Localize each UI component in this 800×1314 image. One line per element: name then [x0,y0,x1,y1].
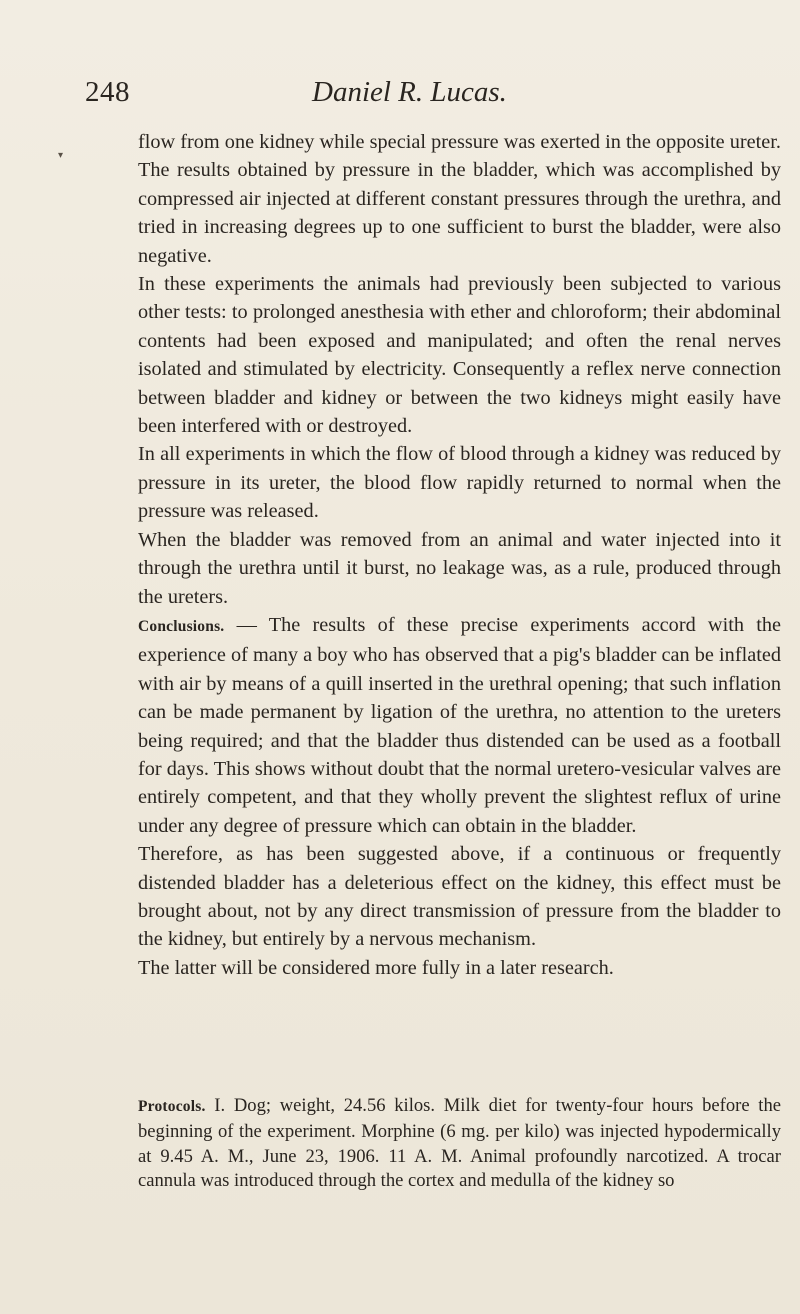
paragraph [138,840,781,954]
paragraph [138,128,781,270]
conclusions-heading: Conclusions. [138,617,225,635]
paragraph-text: The latter will be considered more fully in a later research. [138,956,614,979]
margin-mark: ▾ [58,150,64,161]
paragraph-text: Therefore, as has been suggested above, if a continuous or frequently distended bladder has a deleterious effect on the kidney, this effect must be brought about, not by any direct transmission of pressure from the bladder to the kidney, but entirely by a nervous mechanism. [138,843,781,951]
paragraph-text: In all experiments in which the flow of blood through a kidney was reduced by pressure in its ureter, the blood flow rapidly returned to normal when the pressure was released. [138,443,781,523]
paragraph [138,440,781,525]
body-text [138,128,781,982]
paragraph-conclusions [138,611,781,840]
protocol-paragraph [138,1094,781,1194]
paragraph [138,270,781,440]
running-title: Daniel R. Lucas. [312,76,507,108]
paragraph-text: When the bladder was removed from an animal and water injected into it through the urethra until it burst, no leakage was, as a rule, produced through the ureters. [138,528,781,608]
paragraph [138,526,781,611]
paragraph-text: flow from one kidney while special pressure was exerted in the opposite ureter. The results obtained by pressure in the bladder, which was accomplished by compressed air injected at different constant pressures through the urethra, and tried in increasing degrees up to one sufficient to burst the bladder, were also negative. [138,131,781,267]
paragraph-text: — The results of these precise experiments accord with the experience of many a boy who has observed that a pig's bladder can be inflated with air by means of a quill inserted in the urethral opening; that such inflation can be made permanent by ligation of the urethra, no attention to the ureters being required; and that the bladder thus distended can be used as a football for days. This shows without doubt that the normal uretero-vesicular valves are entirely competent, and that they wholly prevent the slightest reflux of urine under any degree of pressure which can obtain in the bladder. [138,613,781,837]
paragraph [138,954,781,982]
page-header [0,76,800,116]
protocol-number: I. [214,1095,226,1116]
paragraph-text: In these experiments the animals had previously been subjected to various other tests: to prolonged anesthesia with ether and chloroform; their abdominal contents had been exposed and manipulated; and often the renal nerves isolated and stimulated by electricity. Consequently a reflex nerve connection between bladder and kidney or between the two kidneys might easily have been interfered with or destroyed. [138,273,781,438]
protocols-heading: Protocols. [138,1098,206,1115]
page-number: 248 [85,76,130,108]
protocols-section [138,1094,781,1194]
protocol-text: Dog; weight, 24.56 kilos. Milk diet for twenty-four hours before the beginning of the experiment. Morphine (6 mg. per kilo) was injected hypodermically at 9.45 A. M., June 23, 1906. 11 A. M. Animal profoundly narcotized. A trocar cannula was introduced through the cortex and medulla of the kidney so [138,1095,782,1192]
